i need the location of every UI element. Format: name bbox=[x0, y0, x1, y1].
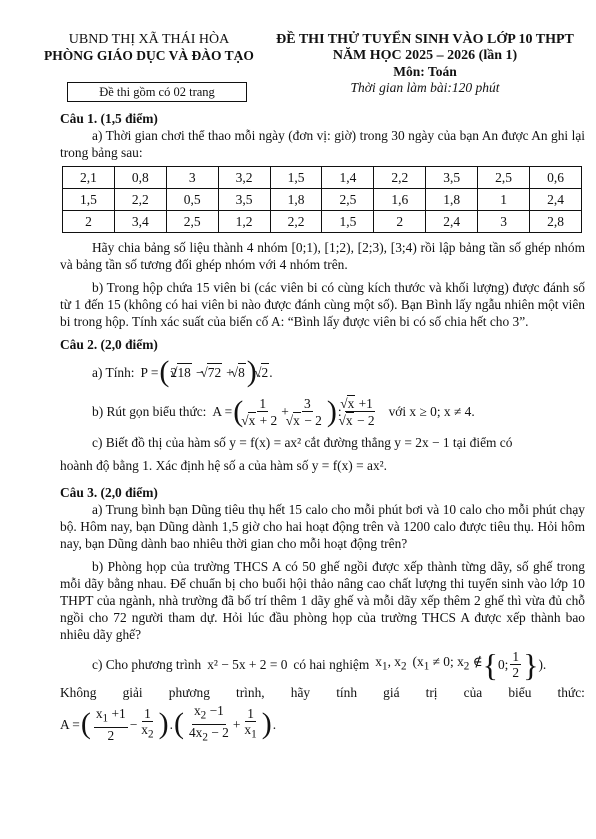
q2b-prefix: b) Rút gọn biểu thức: bbox=[92, 404, 207, 419]
q1a-text: a) Thời gian chơi thể thao mỗi ngày (đơn vị: giờ) trong 30 ngày của bạn An được An ghi lại trong bảng sau: bbox=[60, 128, 585, 160]
pages-note: Đề thi gồm có 02 trang bbox=[67, 82, 247, 102]
instruction-word: Không bbox=[60, 685, 97, 700]
q2a-prefix: a) Tính: bbox=[92, 364, 135, 380]
table-cell: 2,2 bbox=[114, 189, 166, 211]
table-cell: 2 bbox=[63, 211, 115, 233]
q2a-formula: a) Tính: P = ( 2√ 18 − √ 72 + √ 8 ) .√ 2. bbox=[92, 357, 585, 387]
instruction-word: của bbox=[463, 685, 483, 700]
q1-title: Câu 1. (1,5 điểm) bbox=[60, 111, 158, 126]
header-right bbox=[262, 32, 588, 96]
table-cell: 3 bbox=[166, 167, 218, 189]
q3b-text: b) Phòng họp của trường THCS A có 50 ghế ngồi được xếp thành từng dãy, số ghế trong mỗi dãy bằng nhau. Để chuẩn bị cho buổi hội thảo nâng cao chất lượng thi tuyển sinh vào lớp 10 THPT của ngành, nhà trường đã bố trí thêm 1 dãy ghế và mỗi dãy xếp thêm 2 ghế thì vừa đủ chỗ ngồi cho 72 người tham dự. Hỏi lúc đầu phòng họp của trường THCS A được xếp thành bao nhiêu dãy ghế? bbox=[60, 559, 585, 642]
table-cell: 0,5 bbox=[166, 189, 218, 211]
q2b-formula: b) Rút gọn biểu thức: A = ( 1 √ x + 2 + 3 √ x − 2 ) : √ x +1 √ x − 2 với x ≥ 0; x ≠ 4. bbox=[92, 395, 585, 428]
table-cell: 1,2 bbox=[218, 211, 270, 233]
q3a-text: a) Trung bình bạn Dũng tiêu thụ hết 15 calo cho mỗi phút bơi và 10 calo cho mỗi phút chạy bộ. Hôm nay, bạn Dũng dành 1,5 giờ cho hai hoạt động trên và 1200 calo được tiêu thụ. Hỏi hôm nay, bạn Dũng dành bao nhiêu thời gian cho mỗi hoạt động trên? bbox=[60, 502, 585, 551]
table-cell: 1,6 bbox=[374, 189, 426, 211]
table-cell: 1,5 bbox=[322, 211, 374, 233]
exam-content bbox=[60, 104, 585, 749]
instruction-word: giá bbox=[383, 685, 400, 700]
q2c-text1: c) Biết đồ thị của hàm số y = f(x) = ax² cắt đường thẳng y = 2x − 1 tại điểm có bbox=[92, 435, 513, 450]
instruction-word: trình, bbox=[236, 685, 265, 700]
instruction-word: hãy bbox=[290, 685, 311, 700]
table-cell: 0,8 bbox=[114, 167, 166, 189]
table-cell: 3,4 bbox=[114, 211, 166, 233]
table-cell: 2,4 bbox=[530, 189, 582, 211]
school-year: NĂM HỌC 2025 – 2026 (lần 1) bbox=[332, 48, 518, 63]
table-cell: 3 bbox=[478, 211, 530, 233]
table-cell: 1,5 bbox=[63, 189, 115, 211]
exam-title: ĐỀ THI THỬ TUYỂN SINH VÀO LỚP 10 THPT bbox=[276, 32, 574, 47]
table-row bbox=[63, 189, 582, 211]
table-cell: 2,4 bbox=[426, 211, 478, 233]
subject: Môn: Toán bbox=[393, 64, 457, 79]
district-name: UBND THỊ XÃ THÁI HÒA bbox=[68, 32, 230, 47]
q3c-expression: A = ( $\frac{x_1 +1}{2}$ − $\frac{1}{x_2}$ ) . ( $\frac{x_2 -1}{4x_2 - 2}$ + $\frac{1}{x_1}$ ) . bbox=[60, 703, 277, 744]
instruction-word: giải bbox=[122, 685, 143, 700]
instruction-word: thức: bbox=[557, 685, 585, 700]
q2c-text2: hoành độ bằng 1. Xác định hệ số a của hàm số y = f(x) = ax². bbox=[60, 458, 388, 473]
table-cell: 1,5 bbox=[270, 167, 322, 189]
time-limit: Thời gian làm bài:120 phút bbox=[350, 80, 500, 95]
instruction-word: trị bbox=[425, 685, 438, 700]
header-left bbox=[40, 32, 258, 64]
department-name: PHÒNG GIÁO DỤC VÀ ĐÀO TẠO bbox=[44, 48, 254, 63]
table-cell: 3,2 bbox=[218, 167, 270, 189]
q1a-instruction: Hãy chia bảng số liệu thành 4 nhóm [0;1), [1;2), [2;3), [3;4) rồi lập bảng tần số ghép nhóm và bảng tần số tương đối ghép nhóm với 4 nhóm trên. bbox=[60, 240, 585, 272]
table-cell: 0,6 bbox=[530, 167, 582, 189]
sports-time-table bbox=[62, 166, 582, 233]
q3c-mid: có hai nghiệm bbox=[293, 657, 370, 672]
q3-title: Câu 3. (2,0 điểm) bbox=[60, 485, 158, 500]
table-cell: 1,4 bbox=[322, 167, 374, 189]
q2-title: Câu 2. (2,0 điểm) bbox=[60, 337, 158, 352]
table-row bbox=[63, 211, 582, 233]
q3c-prefix: c) Cho phương trình bbox=[92, 657, 202, 672]
table-cell: 1,8 bbox=[270, 189, 322, 211]
table-cell: 2,8 bbox=[530, 211, 582, 233]
table-cell: 2 bbox=[374, 211, 426, 233]
instruction-word: biểu bbox=[508, 685, 532, 700]
table-cell: 2,5 bbox=[478, 167, 530, 189]
q2b-condition: với x ≥ 0; x ≠ 4. bbox=[388, 404, 475, 419]
table-cell: 2,2 bbox=[270, 211, 322, 233]
table-cell: 1,8 bbox=[426, 189, 478, 211]
instruction-word: phương bbox=[168, 685, 210, 700]
table-cell: 2,1 bbox=[63, 167, 115, 189]
table-cell: 2,2 bbox=[374, 167, 426, 189]
table-cell: 3,5 bbox=[218, 189, 270, 211]
table-cell: 1 bbox=[478, 189, 530, 211]
table-cell: 2,5 bbox=[166, 211, 218, 233]
table-row bbox=[63, 167, 582, 189]
q1b-text: b) Trong hộp chứa 15 viên bi (các viên bi có cùng kích thước và khối lượng) được đánh số từ 1 đến 15 (không có hai viên bi nào được đánh cùng một số). Bạn Bình lấy ngẫu nhiên một viên bi trong hộp. Tính xác suất của biến cố A: “Bình lấy được viên bi có số chia hết cho 3”. bbox=[60, 280, 585, 329]
q3c-instruction bbox=[60, 684, 585, 701]
table-cell: 2,5 bbox=[322, 189, 374, 211]
table-cell: 3,5 bbox=[426, 167, 478, 189]
instruction-word: tính bbox=[336, 685, 358, 700]
q3c-equation: c) Cho phương trình x² − 5x + 2 = 0 có hai nghiệm $x_1$, $x_2$ ($x_1 \ne 0$; $x_2$ ∉ { 0; $\frac{1}{2}$ } ). bbox=[92, 646, 547, 683]
